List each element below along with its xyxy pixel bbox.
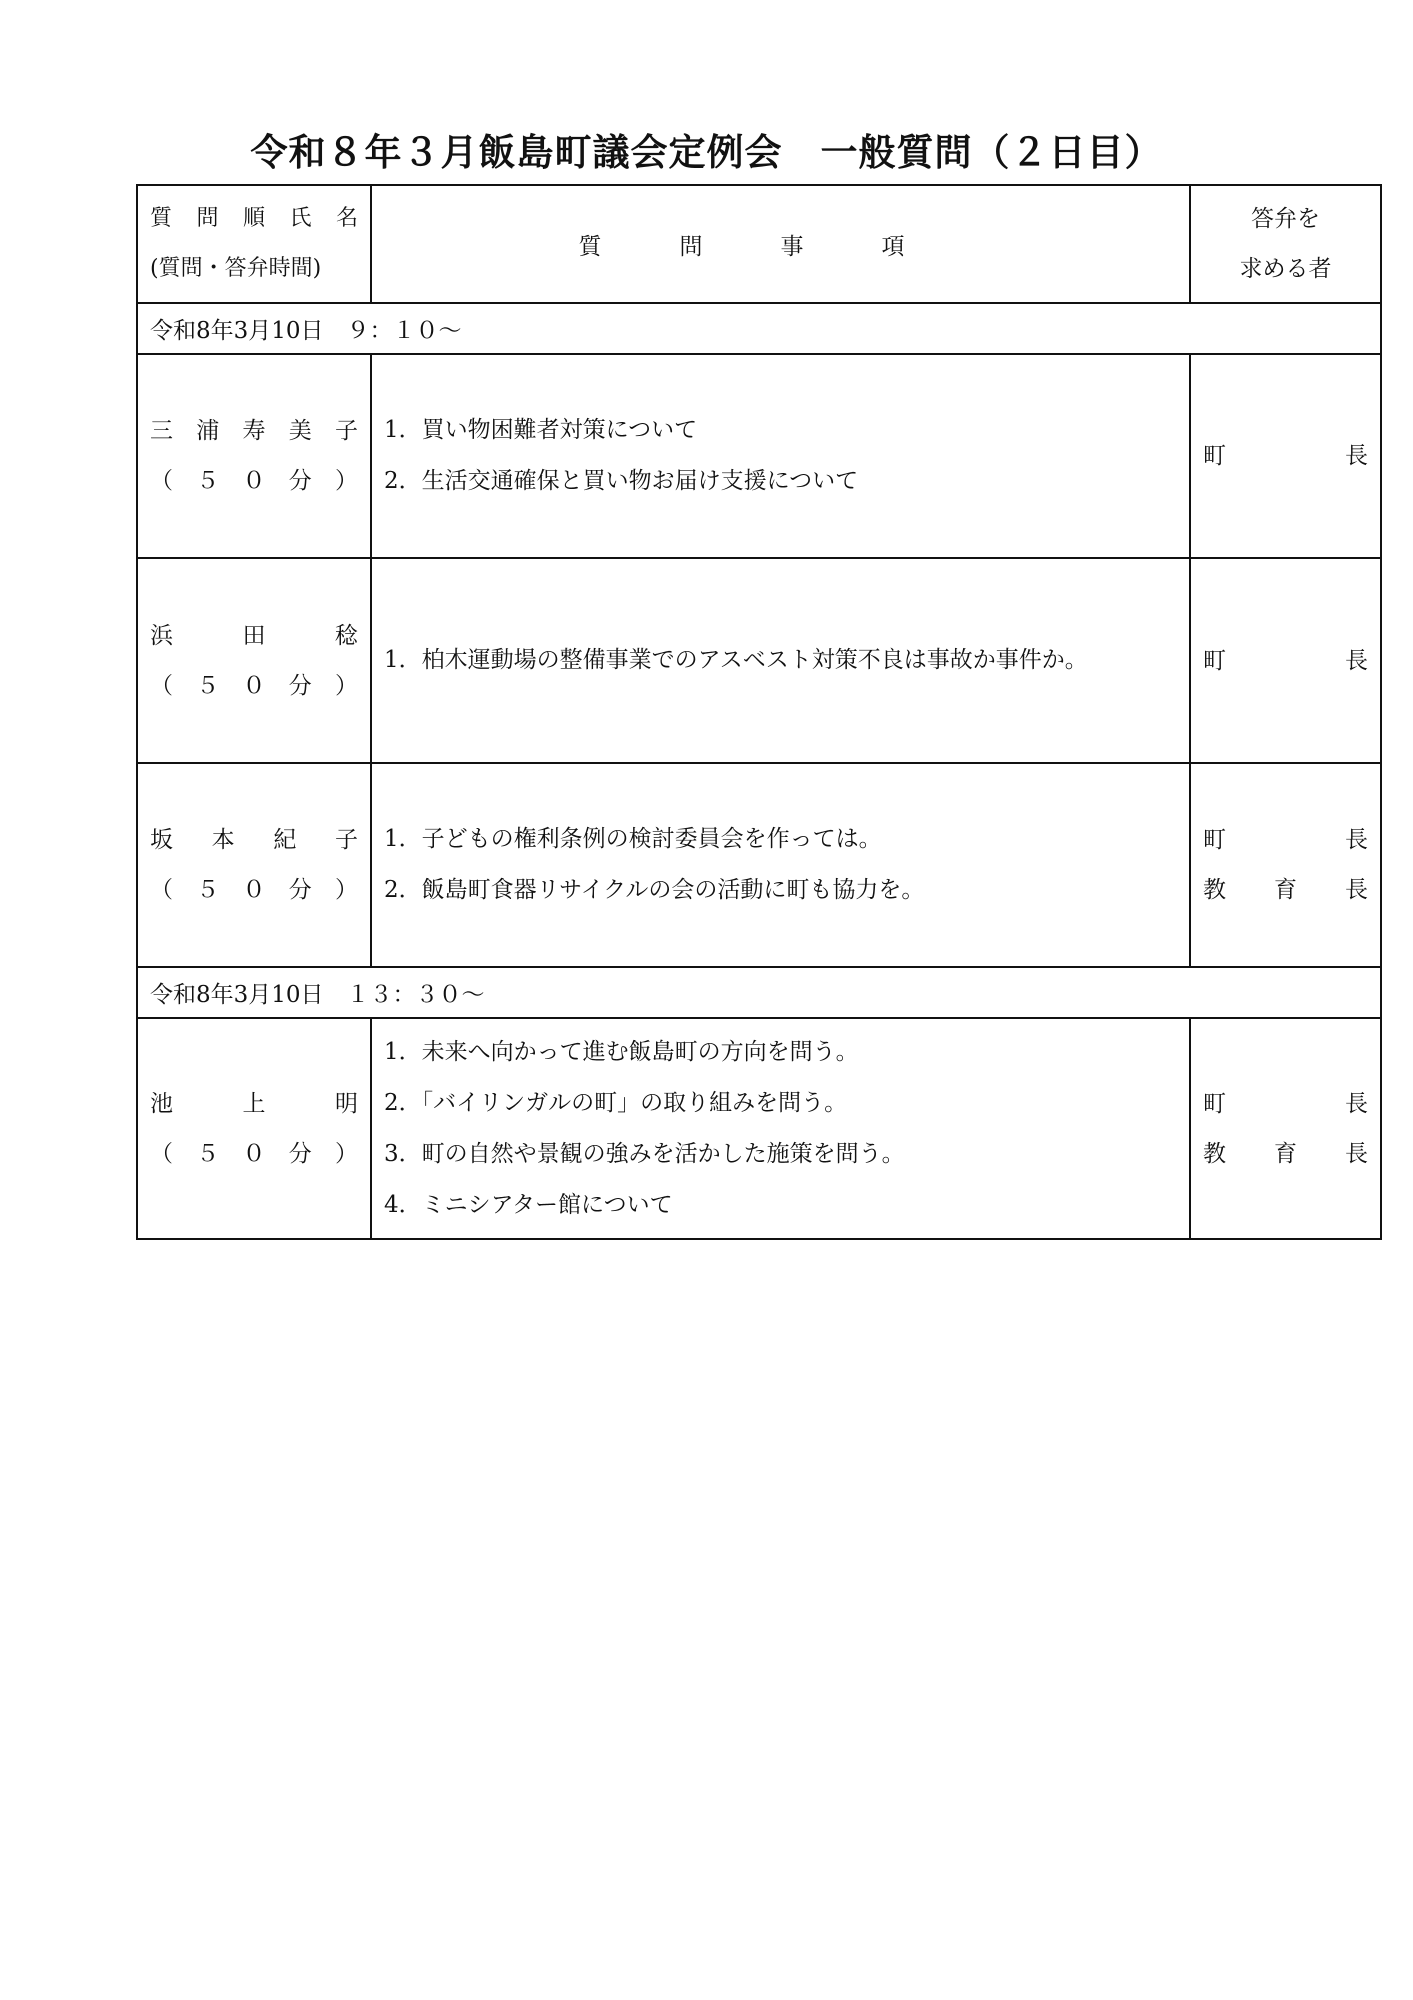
header-time-label: (質問・答弁時間) <box>150 256 322 281</box>
question-item: 4．ミニシアター館について <box>384 1191 673 1218</box>
question-item: 2．「バイリンガルの町」の取り組みを問う。 <box>384 1089 848 1116</box>
allotted-time <box>150 1129 358 1179</box>
question-item: 1．子どもの権利条例の検討委員会を作っては。 <box>384 826 882 852</box>
question-item: 2．生活交通確保と買い物お届け支援について <box>384 468 859 494</box>
allotted-time <box>150 456 358 506</box>
questioner-name <box>150 406 358 456</box>
char: 分 <box>288 468 312 494</box>
questioner-cell <box>137 1018 371 1239</box>
char: 町 <box>1203 1090 1226 1117</box>
char: 紀 <box>273 827 297 853</box>
char: 名 <box>335 206 358 231</box>
char: 本 <box>211 827 235 853</box>
char: （ <box>150 1140 173 1167</box>
page-title: 令和８年３月飯島町議会定例会 一般質問（２日目） <box>250 131 1163 174</box>
respondent <box>1203 431 1368 481</box>
char: 明 <box>335 1090 358 1117</box>
char: 教 <box>1203 877 1226 903</box>
question-items-cell <box>371 558 1190 763</box>
char: 寿 <box>242 418 266 444</box>
header-respondent-line1: 答弁を <box>1251 206 1320 232</box>
questioner-name <box>150 611 358 661</box>
char: ０ <box>242 672 266 699</box>
char: ） <box>335 672 358 699</box>
char: 長 <box>1345 1090 1368 1117</box>
char: 質 <box>150 206 173 231</box>
char: 問 <box>196 206 219 231</box>
question-items-cell <box>371 763 1190 967</box>
char: 町 <box>1203 647 1226 674</box>
char: 長 <box>1345 647 1368 674</box>
session-date: 令和8年3月10日 ９：１０～ <box>137 303 1381 354</box>
char: 順 <box>242 206 265 231</box>
char: ） <box>335 1140 358 1167</box>
char: 育 <box>1274 877 1297 903</box>
char: 教 <box>1203 1140 1226 1167</box>
respondent <box>1203 865 1368 915</box>
respondent-cell <box>1190 354 1381 558</box>
table-row <box>137 1018 1381 1239</box>
char: ０ <box>242 877 266 903</box>
char: 三 <box>150 418 173 444</box>
char: 町 <box>1203 827 1226 853</box>
questioner-cell <box>137 763 371 967</box>
char: 上 <box>242 1090 266 1117</box>
questioner-name <box>150 815 358 865</box>
header-items: 質問事項 <box>371 185 1190 303</box>
char: ５ <box>196 672 220 699</box>
allotted-time <box>150 865 358 915</box>
question-item: 1．未来へ向かって進む飯島町の方向を問う。 <box>384 1038 859 1065</box>
respondent-cell <box>1190 1018 1381 1239</box>
question-item: 1．柏木運動場の整備事業でのアスベスト対策不良は事故か事件か。 <box>384 647 1088 673</box>
char: 坂 <box>150 827 173 853</box>
questioner-name <box>150 1079 358 1129</box>
header-questioner <box>137 185 371 303</box>
question-items-cell <box>371 354 1190 558</box>
char: 子 <box>334 827 358 853</box>
question-item: 1．買い物困難者対策について <box>384 417 698 443</box>
questioner-cell <box>137 354 371 558</box>
header-respondent <box>1190 185 1381 303</box>
char: ５ <box>196 468 220 494</box>
char: （ <box>150 468 173 494</box>
char: 長 <box>1345 827 1368 853</box>
char: （ <box>150 672 173 699</box>
question-schedule-table <box>136 184 1382 1240</box>
question-item: 3．町の自然や景観の強みを活かした施策を問う。 <box>384 1140 905 1167</box>
char: 美 <box>288 418 312 444</box>
char: ０ <box>242 468 266 494</box>
table-header-row <box>137 185 1381 303</box>
respondent <box>1203 636 1368 686</box>
table-row <box>137 558 1381 763</box>
char: 長 <box>1345 1140 1368 1167</box>
char: 分 <box>288 877 312 903</box>
char: 長 <box>1345 443 1368 469</box>
char: 長 <box>1345 877 1368 903</box>
char: 育 <box>1274 1140 1297 1167</box>
respondent-cell <box>1190 558 1381 763</box>
char: ０ <box>242 1140 266 1167</box>
char: 子 <box>335 418 358 444</box>
char: ５ <box>196 1140 220 1167</box>
char: ） <box>335 468 358 494</box>
question-items-cell <box>371 1018 1190 1239</box>
questioner-cell <box>137 558 371 763</box>
char: 町 <box>1203 443 1226 469</box>
respondent-cell <box>1190 763 1381 967</box>
question-item: 2．飯島町食器リサイクルの会の活動に町も協力を。 <box>384 877 925 903</box>
session-date: 令和8年3月10日 １３：３０～ <box>137 967 1381 1018</box>
header-respondent-line2: 求める者 <box>1239 256 1332 282</box>
char: 分 <box>288 672 312 699</box>
allotted-time <box>150 661 358 711</box>
char: （ <box>150 877 173 903</box>
table-row <box>137 354 1381 558</box>
respondent <box>1203 1079 1368 1129</box>
respondent <box>1203 1129 1368 1179</box>
respondent <box>1203 815 1368 865</box>
char: 分 <box>288 1140 312 1167</box>
char: 池 <box>150 1090 173 1117</box>
char: ５ <box>196 877 220 903</box>
char: ） <box>335 877 358 903</box>
table-row <box>137 763 1381 967</box>
char: 浦 <box>196 418 220 444</box>
char: 稔 <box>335 622 358 649</box>
char: 浜 <box>150 622 173 649</box>
char: 氏 <box>289 206 312 231</box>
char: 田 <box>242 622 266 649</box>
